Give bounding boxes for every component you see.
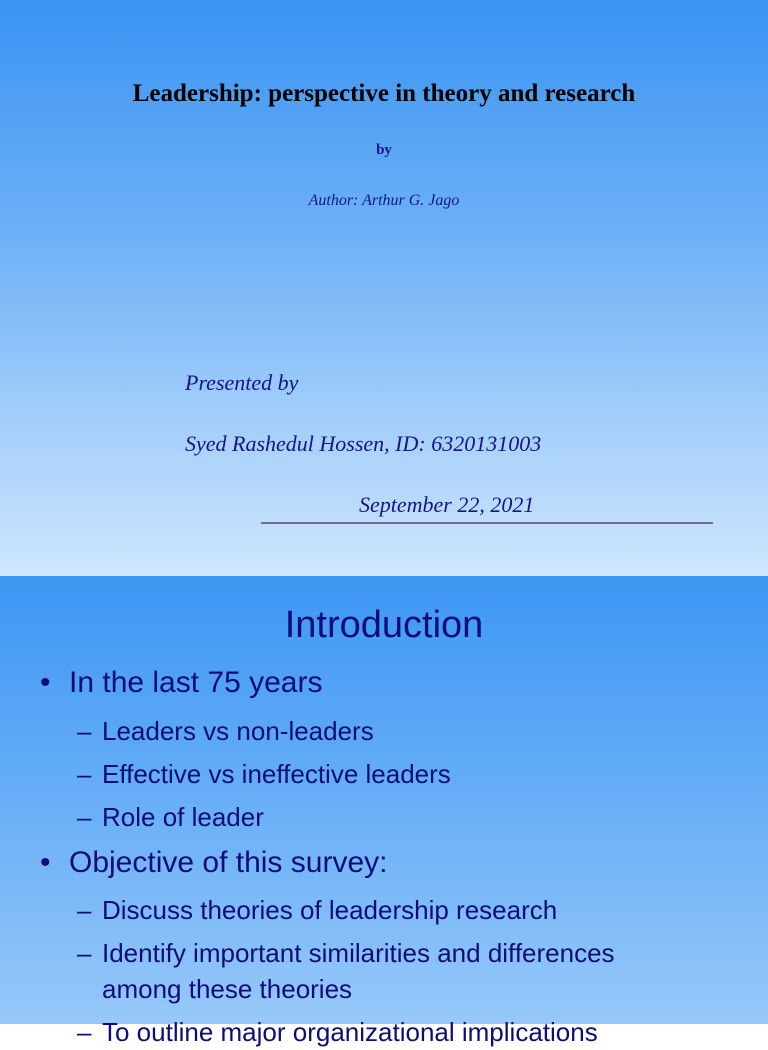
slide-title: Introduction	[284, 604, 484, 646]
dash-icon: –	[77, 895, 92, 925]
sub-bullet-text: Identify important similarities and differences	[102, 938, 615, 968]
sub-bullet-text: Leaders vs non-leaders	[102, 716, 374, 746]
sub-bullet-text: To outline major organizational implications	[102, 1017, 598, 1047]
presentation-date: September 22, 2021	[359, 492, 535, 517]
sub-bullet-text: Effective vs ineffective leaders	[102, 759, 451, 789]
introduction-slide	[0, 576, 768, 1047]
bullet-text: Objective of this survey:	[69, 846, 388, 879]
presenter-line: Syed Rashedul Hossen, ID: 6320131003	[185, 431, 542, 456]
dash-icon: –	[77, 1017, 92, 1047]
bullet-icon: •	[40, 666, 51, 699]
dash-icon: –	[77, 759, 92, 789]
sub-bullet-text: Role of leader	[102, 802, 264, 832]
presented-by-label: Presented by	[185, 370, 299, 395]
by-label: by	[376, 142, 392, 158]
dash-icon: –	[77, 938, 92, 968]
bullet-icon: •	[40, 846, 51, 879]
slide-title: Leadership: perspective in theory and research	[132, 80, 636, 107]
divider-line	[261, 522, 713, 524]
bullet-text: In the last 75 years	[69, 666, 323, 699]
sub-bullet-text: among these theories	[102, 974, 353, 1004]
author-line: Author: Arthur G. Jago	[308, 192, 460, 209]
dash-icon: –	[77, 716, 92, 746]
sub-bullet-text: Discuss theories of leadership research	[102, 895, 558, 925]
dash-icon: –	[77, 802, 92, 832]
